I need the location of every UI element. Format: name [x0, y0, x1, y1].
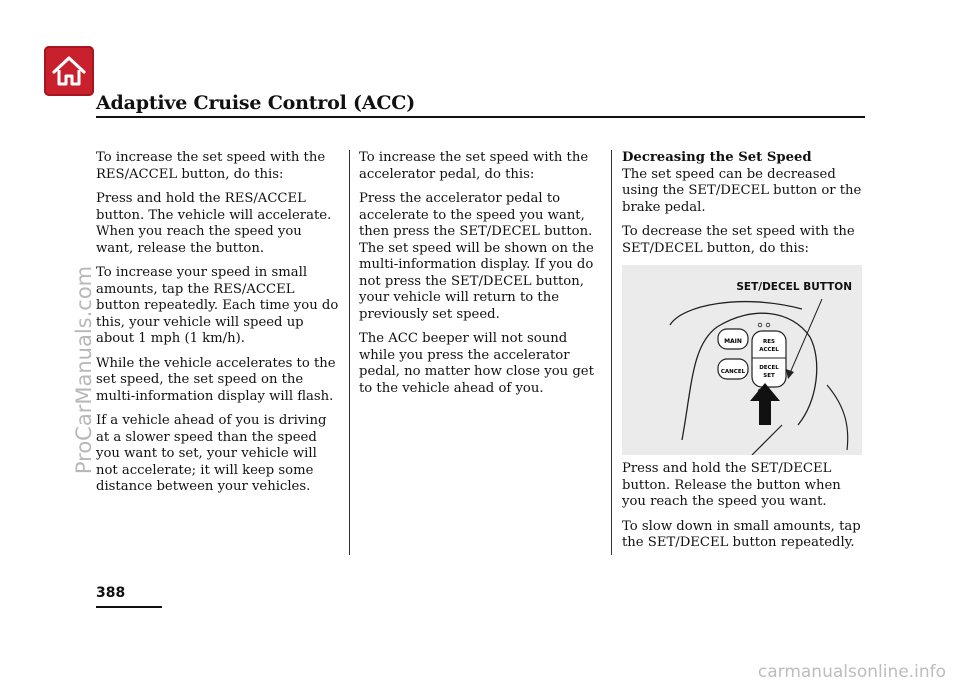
paragraph: While the vehicle accelerates to the set speed, the set speed on the multi-information display will flash.	[96, 355, 336, 404]
text-column-2	[359, 150, 605, 405]
paragraph: To increase your speed in small amounts, tap the RES/ACCEL button repeatedly. Each time you do this, your vehicle will speed up about 1 mph (1 km/h).	[96, 265, 339, 346]
paragraph: To increase the set speed with the RES/ACCEL button, do this:	[96, 150, 326, 182]
page-title: Adaptive Cruise Control (ACC)	[96, 92, 415, 114]
set-label: SET	[763, 373, 775, 379]
cancel-label: CANCEL	[720, 369, 746, 375]
page-number: 388	[96, 585, 126, 601]
decel-label: DECEL	[759, 365, 779, 371]
paragraph: The set speed can be decreased using the SET/DECEL button or the brake pedal.	[622, 166, 862, 215]
watermark-bottom: carmanualsonline.info	[757, 662, 946, 682]
column-divider	[349, 150, 350, 555]
main-label: MAIN	[724, 338, 742, 345]
title-divider	[96, 116, 865, 118]
home-icon	[44, 46, 94, 96]
paragraph: The ACC beeper will not sound while you press the accelerator pedal, no matter how close you get to the vehicle ahead of you.	[359, 331, 594, 396]
paragraph: To decrease the set speed with the SET/DECEL button, do this:	[622, 224, 855, 256]
home-button[interactable]	[44, 46, 94, 96]
text-column-1	[96, 150, 342, 504]
paragraph: Press and hold the SET/DECEL button. Release the button when you reach the speed you want.	[622, 461, 841, 509]
callout-arrowhead	[786, 369, 794, 379]
column-divider	[611, 150, 612, 555]
paragraph: If a vehicle ahead of you is driving at a slower speed than the speed you want to set, your vehicle will not accelerate; it will keep some distance between your vehicles.	[96, 413, 327, 494]
press-up-arrow-icon	[750, 383, 780, 425]
paragraph: Press and hold the RES/ACCEL button. The vehicle will accelerate. When you reach the speed you want, release the button.	[96, 191, 332, 256]
footer-divider	[96, 606, 162, 608]
figure-callout-label: SET/DECEL BUTTON	[736, 281, 852, 293]
watermark-left: ProCarManuals.com	[72, 265, 96, 475]
accel-label: ACCEL	[759, 347, 779, 353]
paragraph: To increase the set speed with the accelerator pedal, do this:	[359, 150, 589, 182]
paragraph: Press the accelerator pedal to accelerate to the speed you want, then press the SET/DECEL button. The set speed will be shown on the multi-information display. If you do not press the SET/DECEL button, your vehicle will return to the previously set speed.	[359, 191, 594, 322]
res-label: RES	[763, 339, 775, 345]
section-heading: Decreasing the Set Speed	[622, 150, 812, 165]
paragraph: To slow down in small amounts, tap the SET/DECEL button repeatedly.	[622, 518, 861, 550]
text-column-3	[622, 150, 862, 560]
steering-wheel-illustration	[622, 265, 862, 455]
